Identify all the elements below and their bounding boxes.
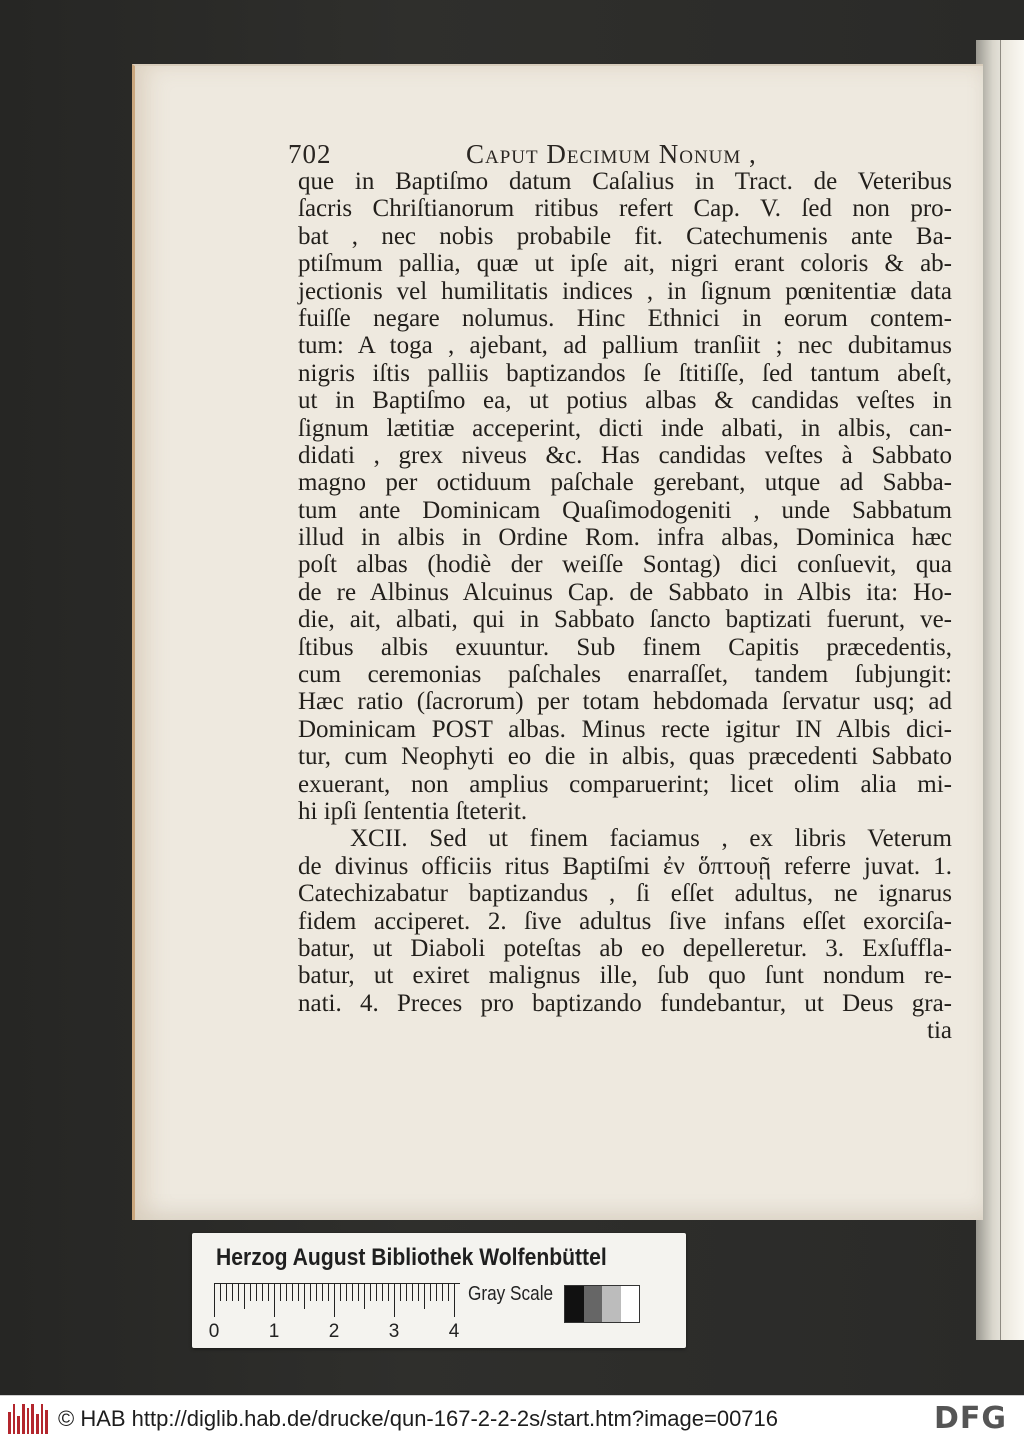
ruler-tick (244, 1283, 245, 1309)
chapter-title: Caput Decimum Nonum , (466, 139, 757, 169)
hab-barcode-logo-icon[interactable] (8, 1404, 48, 1434)
ruler-tick (346, 1283, 347, 1301)
text-line: ptiſmum pallia, quæ ut ipſe ait, nigri erant coloris & ab- (298, 250, 952, 278)
text-line: exuerant, non amplius comparuerint; licet olim alia mi- (298, 770, 952, 798)
gray-scale-label: Gray Scale (468, 1283, 554, 1305)
ruler-tick (322, 1283, 323, 1301)
ruler-tick (232, 1283, 233, 1301)
text-line: batur, ut Diaboli poteſtas ab eo depelleretur. 3. Exſuffla- (298, 934, 952, 962)
ruler-tick (292, 1283, 293, 1301)
text-line: illud in albis in Ordine Rom. infra albas, Dominica hæc (298, 524, 952, 552)
logo-bar (36, 1414, 39, 1434)
library-name: Herzog August Bibliothek Wolfenbüttel (216, 1244, 607, 1271)
ruler-tick (238, 1283, 239, 1301)
ruler-tick (406, 1283, 407, 1301)
text-line: die, ait, albati, qui in Sabbato ſancto baptizati fuerunt, ve- (298, 606, 952, 634)
text-line: tia (927, 1017, 952, 1045)
ruler-tick (304, 1283, 305, 1309)
gray-swatch (621, 1286, 640, 1322)
logo-bar (27, 1408, 30, 1434)
footer-link-text[interactable]: © HAB http://diglib.hab.de/drucke/qun-167-2-2-2s/start.htm?image=00716 (58, 1406, 779, 1431)
text-line: cum ceremonias paſchales enarraſſet, tandem ſubjungit: (298, 661, 952, 689)
logo-bar (41, 1404, 44, 1434)
gray-swatch (602, 1286, 621, 1322)
body-text (298, 168, 952, 1045)
text-line: ſacris Chriſtianorum ritibus refert Cap. V. ſed non pro- (298, 195, 952, 223)
text-line: ſignum lætitiæ acceperint, dicti inde albati, in albis, can- (298, 414, 952, 442)
ruler-tick (274, 1283, 275, 1317)
footer-bar (0, 1395, 1024, 1441)
ruler-tick (382, 1283, 383, 1301)
ruler-tick (442, 1283, 443, 1301)
ruler-tick (220, 1283, 221, 1301)
text-line: que in Baptiſmo datum Caſalius in Tract. de Veteribus (298, 168, 952, 195)
ruler-label: 3 (388, 1321, 400, 1342)
text-line: hi ipſi ſententia ſteterit. (298, 797, 528, 825)
ruler-tick (286, 1283, 287, 1301)
ruler-tick (430, 1283, 431, 1301)
ruler-label: 4 (448, 1321, 460, 1342)
ruler-tick (226, 1283, 227, 1301)
ruler-tick (316, 1283, 317, 1301)
text-line: poſt albas (hodiè der weiſſe Sontag) dici conſuevit, qua (298, 551, 952, 579)
logo-bar (22, 1404, 25, 1434)
ruler-label: 0 (208, 1321, 220, 1342)
dfg-logo[interactable]: DFG (934, 1401, 1008, 1436)
ruler-tick (352, 1283, 353, 1301)
text-line: tum ante Dominicam Quaſimodogeniti , unde Sabbatum (298, 496, 952, 524)
ruler-tick (358, 1283, 359, 1301)
gray-scale-swatches (564, 1285, 640, 1323)
ruler-tick (256, 1283, 257, 1301)
ruler-tick (412, 1283, 413, 1301)
ruler-tick (262, 1283, 263, 1301)
logo-bar (13, 1404, 16, 1434)
ruler-tick (364, 1283, 365, 1309)
ruler-label: 1 (268, 1321, 280, 1342)
ruler-tick (400, 1283, 401, 1301)
text-line: ſtibus albis exuuntur. Sub finem Capitis præcedentis, (298, 633, 952, 661)
ruler-label: 2 (328, 1321, 340, 1342)
text-line: fuiſſe negare nolumus. Hinc Ethnici in eorum contem- (298, 304, 952, 332)
text-line: fidem acciperet. 2. ſive adultus ſive infans eſſet exorciſa- (298, 907, 952, 935)
text-line: de divinus officiis ritus Baptiſmi ἐν ὅπτουῇ referre juvat. 1. (298, 852, 952, 880)
ruler-tick (340, 1283, 341, 1301)
ruler-tick (376, 1283, 377, 1301)
text-line: XCII. Sed ut finem faciamus , ex libris Veterum (350, 825, 952, 853)
logo-bar (45, 1410, 48, 1434)
text-line: Catechizabatur baptizandus , ſi eſſet adultus, ne ignarus (298, 880, 952, 908)
text-line: didati , grex niveus &c. Has candidas veſtes à Sabbato (298, 441, 952, 469)
ruler-tick (370, 1283, 371, 1301)
ruler-tick (268, 1283, 269, 1301)
text-line: de re Albinus Alcuinus Cap. de Sabbato in Albis ita: Ho- (298, 578, 952, 606)
gray-swatch (584, 1286, 603, 1322)
text-line: nati. 4. Preces pro baptizando fundebantur, ut Deus gra- (298, 989, 952, 1017)
page-number: 702 (288, 139, 332, 169)
text-line: tum: A toga , ajebant, ad pallium tranſiit ; nec dubitamus (298, 332, 952, 360)
text-line: tur, cum Neophyti eo die in albis, quas præcedenti Sabbato (298, 743, 952, 771)
text-line: batur, ut exiret malignus ille, ſub quo ſunt nondum re- (298, 962, 952, 990)
color-card (192, 1233, 686, 1348)
ruler-tick (424, 1283, 425, 1309)
text-line: ut in Baptiſmo ea, ut potius albas & candidas veſtes in (298, 387, 952, 415)
text-line: nigris iſtis palliis baptizandos ſe ſtitiſſe, ſed tantum abeſt, (298, 359, 952, 387)
ruler (214, 1283, 460, 1317)
ruler-tick (298, 1283, 299, 1301)
logo-bar (31, 1404, 34, 1434)
text-line: jectionis vel humilitatis indices , in ſignum pœnitentiæ data (298, 277, 952, 305)
text-line: Dominicam POST albas. Minus recte igitur IN Albis dici- (298, 715, 952, 743)
ruler-tick (334, 1283, 335, 1317)
running-head (288, 136, 808, 172)
ruler-tick (310, 1283, 311, 1301)
ruler-tick (214, 1283, 215, 1317)
ruler-tick (448, 1283, 449, 1301)
ruler-tick (436, 1283, 437, 1301)
ruler-tick (280, 1283, 281, 1301)
ruler-tick (250, 1283, 251, 1301)
ruler-tick (394, 1283, 395, 1317)
logo-bar (8, 1412, 11, 1434)
adjacent-page-strip (1000, 40, 1024, 1340)
text-line: magno per octiduum paſchale gerebant, utque ad Sabba- (298, 469, 952, 497)
text-line: Hæc ratio (ſacrorum) per totam hebdomada ſervatur usq; ad (298, 688, 952, 716)
logo-bar (17, 1416, 20, 1434)
text-line: bat , nec nobis probabile fit. Catechumenis ante Ba- (298, 222, 952, 250)
ruler-tick (454, 1283, 455, 1317)
ruler-tick (388, 1283, 389, 1301)
gray-swatch (565, 1286, 584, 1322)
ruler-tick (328, 1283, 329, 1301)
ruler-tick (418, 1283, 419, 1301)
